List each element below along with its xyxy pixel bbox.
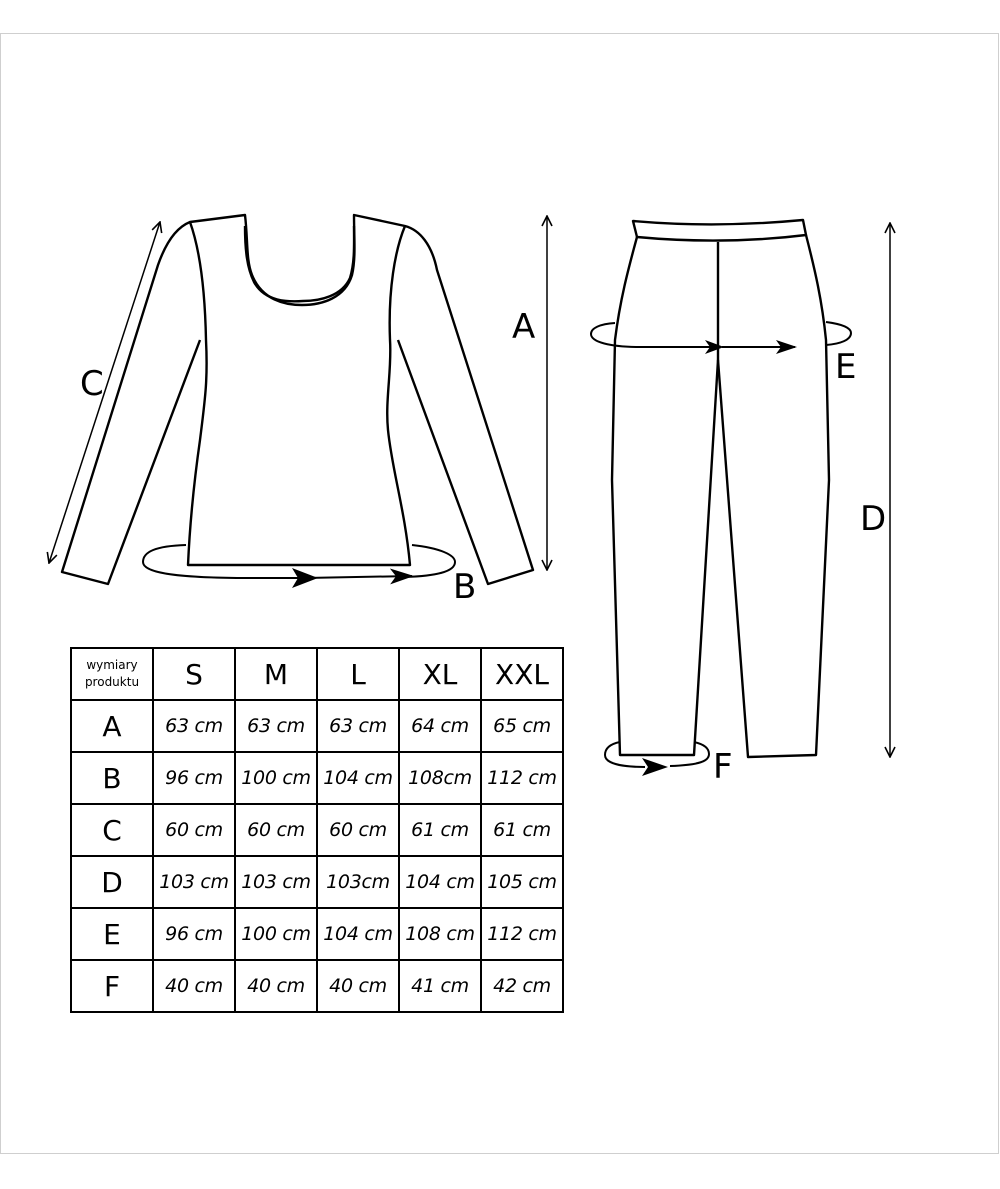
measure-c-arrow [49, 222, 160, 563]
table-cell: 61 cm [481, 804, 563, 856]
table-cell: 103 cm [235, 856, 317, 908]
label-e: E [835, 347, 857, 387]
label-a: A [512, 307, 536, 347]
table-row [71, 700, 563, 752]
table-cell: 108cm [399, 752, 481, 804]
row-label-c: C [71, 804, 153, 856]
table-cell: 60 cm [235, 804, 317, 856]
table-cell: 104 cm [399, 856, 481, 908]
size-header-s: S [153, 648, 235, 700]
pants-outline [612, 220, 829, 757]
row-label-d: D [71, 856, 153, 908]
size-header-xl: XL [399, 648, 481, 700]
size-header-l: L [317, 648, 399, 700]
row-label-b: B [71, 752, 153, 804]
table-cell: 60 cm [317, 804, 399, 856]
row-label-a: A [71, 700, 153, 752]
label-b: B [453, 567, 477, 607]
label-c: C [80, 364, 104, 404]
label-d: D [860, 499, 887, 539]
table-cell: 104 cm [317, 752, 399, 804]
shirt-outline [62, 215, 536, 584]
table-cell: 96 cm [153, 752, 235, 804]
table-cell: 112 cm [481, 752, 563, 804]
table-cell: 61 cm [399, 804, 481, 856]
table-cell: 63 cm [153, 700, 235, 752]
table-cell: 64 cm [399, 700, 481, 752]
corner-line-1: wymiary [86, 658, 138, 672]
table-cell: 100 cm [235, 752, 317, 804]
table-cell: 63 cm [317, 700, 399, 752]
table-cell: 41 cm [399, 960, 481, 1012]
size-table [70, 647, 564, 1013]
table-row [71, 908, 563, 960]
table-cell: 103cm [317, 856, 399, 908]
table-cell: 42 cm [481, 960, 563, 1012]
table-cell: 40 cm [317, 960, 399, 1012]
table-cell: 100 cm [235, 908, 317, 960]
table-row [71, 804, 563, 856]
table-cell: 105 cm [481, 856, 563, 908]
row-label-e: E [71, 908, 153, 960]
table-cell: 103 cm [153, 856, 235, 908]
table-corner-label [71, 648, 153, 700]
size-header-xxl: XXL [481, 648, 563, 700]
corner-line-2: produktu [84, 675, 140, 689]
measure-f-arrowhead [642, 758, 668, 776]
table-cell: 96 cm [153, 908, 235, 960]
table-cell: 60 cm [153, 804, 235, 856]
table-cell: 112 cm [481, 908, 563, 960]
table-cell: 40 cm [153, 960, 235, 1012]
table-cell: 108 cm [399, 908, 481, 960]
label-f: F [713, 747, 733, 787]
table-cell: 104 cm [317, 908, 399, 960]
table-cell: 65 cm [481, 700, 563, 752]
table-row [71, 856, 563, 908]
table-header-row [71, 648, 563, 700]
table-cell: 63 cm [235, 700, 317, 752]
table-cell: 40 cm [235, 960, 317, 1012]
table-row [71, 752, 563, 804]
size-header-m: M [235, 648, 317, 700]
row-label-f: F [71, 960, 153, 1012]
table-row [71, 960, 563, 1012]
measure-e-loop [591, 322, 851, 347]
